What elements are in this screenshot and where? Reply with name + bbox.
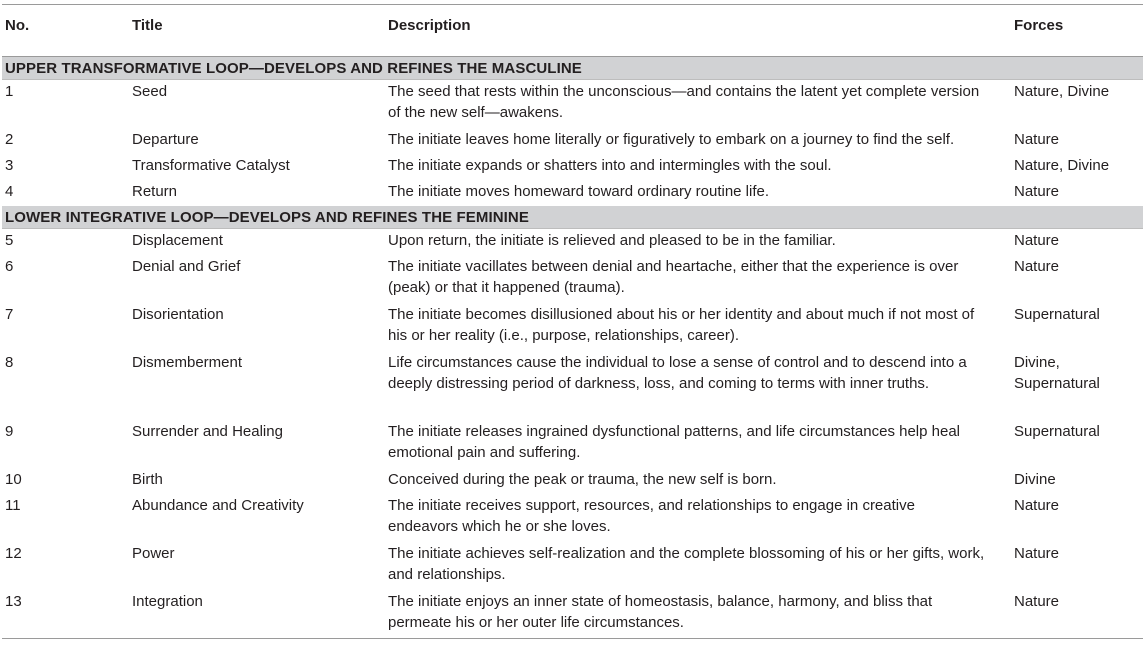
row-forces: Supernatural bbox=[1014, 423, 1100, 440]
row-title: Disorientation bbox=[132, 306, 224, 323]
row-title: Departure bbox=[132, 131, 199, 148]
row-no: 13 bbox=[5, 593, 22, 610]
row-no: 11 bbox=[5, 497, 21, 514]
row-no: 12 bbox=[5, 545, 22, 562]
table-header-row bbox=[2, 5, 1143, 57]
row-no: 8 bbox=[5, 354, 14, 371]
row-no: 7 bbox=[5, 306, 14, 323]
row-forces: Nature bbox=[1014, 258, 1060, 275]
row-title: Power bbox=[132, 545, 175, 562]
table-row bbox=[2, 80, 1143, 128]
row-description: The initiate expands or shatters into and intermingles with the soul. bbox=[388, 157, 832, 174]
stages-table bbox=[2, 4, 1143, 639]
table-row bbox=[2, 468, 1143, 494]
row-description: The initiate vacillates between denial and heartache, either that the experience is over (peak) or that it happened (trauma). bbox=[388, 258, 959, 296]
row-description: The seed that rests within the unconscious—and contains the latent yet complete version of the new self—awakens. bbox=[388, 83, 980, 121]
table-row bbox=[2, 303, 1143, 351]
row-title: Dismemberment bbox=[132, 354, 243, 371]
row-description: Upon return, the initiate is relieved and pleased to be in the familiar. bbox=[388, 232, 836, 249]
row-title: Birth bbox=[132, 471, 163, 488]
row-title: Transformative Catalyst bbox=[132, 157, 290, 174]
row-description: The initiate moves homeward toward ordinary routine life. bbox=[388, 183, 770, 200]
section-heading-text: UPPER TRANSFORMATIVE LOOP—DEVELOPS AND REFINES THE MASCULINE bbox=[5, 60, 582, 77]
row-description: Life circumstances cause the individual to lose a sense of control and to descend into a deeply distressing period of darkness, loss, and coming to terms with inner truths. bbox=[388, 354, 967, 392]
row-forces: Nature bbox=[1014, 183, 1060, 200]
section-heading-upper-loop bbox=[2, 57, 1143, 80]
row-no: 6 bbox=[5, 258, 14, 275]
row-title: Seed bbox=[132, 83, 168, 100]
table-row bbox=[2, 180, 1143, 206]
row-forces: Divine, Supernatural bbox=[1014, 354, 1100, 392]
row-description: The initiate receives support, resources, and relationships to engage in creative endeavors which he or she loves. bbox=[388, 497, 915, 535]
row-description: The initiate achieves self-realization and the complete blossoming of his or her gifts, work, and relationships. bbox=[388, 545, 985, 583]
table-row bbox=[2, 128, 1143, 154]
header-description: Description bbox=[388, 17, 471, 34]
row-no: 4 bbox=[5, 183, 14, 200]
row-title: Denial and Grief bbox=[132, 258, 241, 275]
table-row bbox=[2, 420, 1143, 468]
row-description: The initiate enjoys an inner state of homeostasis, balance, harmony, and bliss that permeate his or her outer life circumstances. bbox=[388, 593, 933, 631]
table-row bbox=[2, 229, 1143, 255]
row-no: 2 bbox=[5, 131, 14, 148]
table-row bbox=[2, 542, 1143, 590]
table-row bbox=[2, 351, 1143, 420]
row-no: 1 bbox=[5, 83, 14, 100]
row-title: Return bbox=[132, 183, 178, 200]
row-no: 3 bbox=[5, 157, 14, 174]
row-title: Surrender and Healing bbox=[132, 423, 283, 440]
table-row bbox=[2, 154, 1143, 180]
table-row bbox=[2, 255, 1143, 303]
table-row bbox=[2, 494, 1143, 542]
row-forces: Nature bbox=[1014, 545, 1060, 562]
row-no: 5 bbox=[5, 232, 14, 249]
row-title: Abundance and Creativity bbox=[132, 497, 304, 514]
row-no: 9 bbox=[5, 423, 14, 440]
section-heading-lower-loop bbox=[2, 206, 1143, 229]
header-title: Title bbox=[132, 17, 163, 34]
row-forces: Nature bbox=[1014, 232, 1060, 249]
row-forces: Nature, Divine bbox=[1014, 157, 1110, 174]
row-description: The initiate becomes disillusioned about his or her identity and about much if not most of his or her reality (i.e., purpose, relationships, career). bbox=[388, 306, 975, 344]
row-forces: Nature, Divine bbox=[1014, 83, 1110, 100]
row-forces: Supernatural bbox=[1014, 306, 1100, 323]
row-description: The initiate leaves home literally or figuratively to embark on a journey to find the self. bbox=[388, 131, 955, 148]
row-description: Conceived during the peak or trauma, the new self is born. bbox=[388, 471, 777, 488]
row-forces: Nature bbox=[1014, 497, 1060, 514]
row-forces: Nature bbox=[1014, 131, 1060, 148]
row-title: Integration bbox=[132, 593, 203, 610]
row-title: Displacement bbox=[132, 232, 223, 249]
row-description: The initiate releases ingrained dysfunctional patterns, and life circumstances help heal emotional pain and suffering. bbox=[388, 423, 960, 461]
header-no: No. bbox=[5, 17, 30, 34]
section-heading-text: LOWER INTEGRATIVE LOOP—DEVELOPS AND REFINES THE FEMININE bbox=[5, 209, 529, 226]
row-no: 10 bbox=[5, 471, 22, 488]
table-row bbox=[2, 590, 1143, 638]
row-forces: Nature bbox=[1014, 593, 1060, 610]
header-forces: Forces bbox=[1014, 17, 1064, 34]
row-forces: Divine bbox=[1014, 471, 1056, 488]
